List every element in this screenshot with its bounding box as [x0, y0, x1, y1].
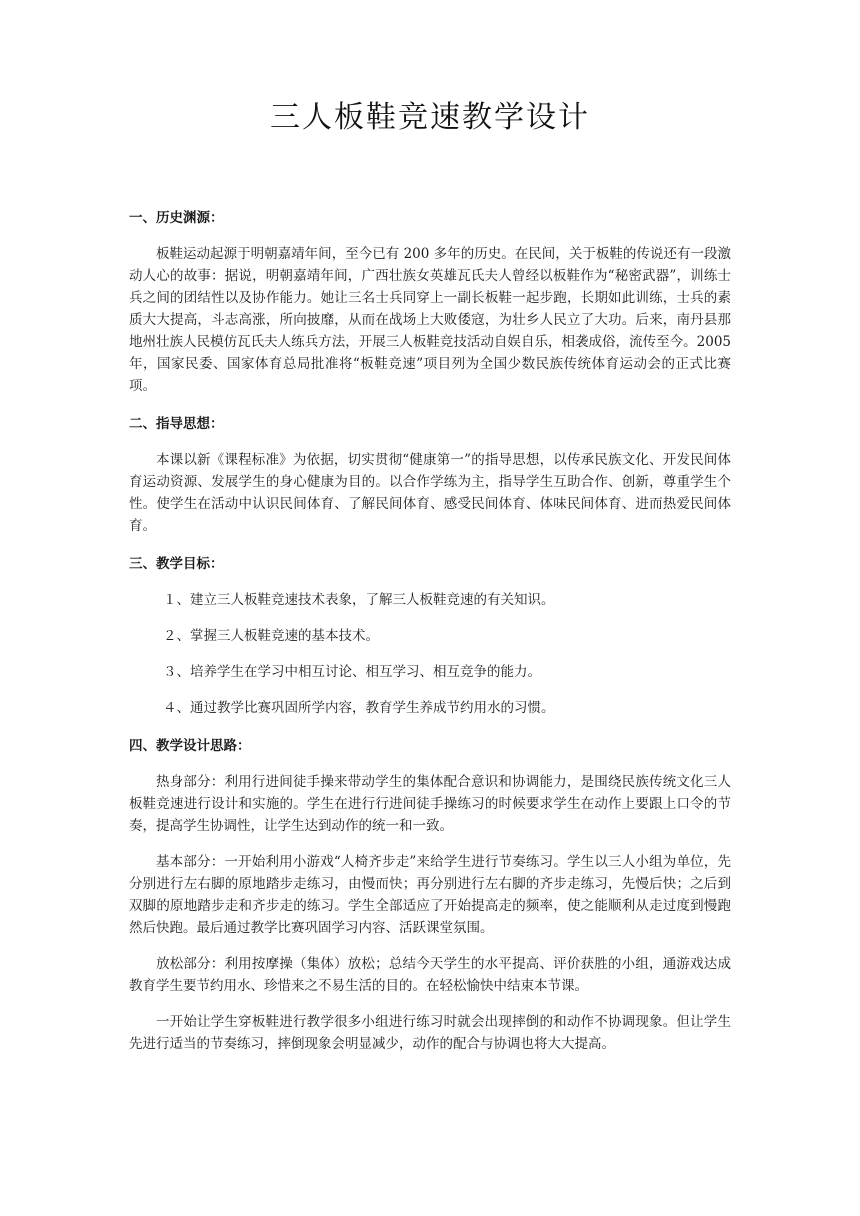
teaching-goal-item: １、建立三人板鞋竞速技术表象，了解三人板鞋竞速的有关知识。	[163, 592, 555, 608]
basic-part-paragraph: 基本部分：一开始利用小游戏“人椅齐步走”来给学生进行节奏练习。学生以三人小组为单位，先分别进行左右脚的原地踏步走练习，由慢而快；再分别进行左右脚的齐步走练习，先慢后快；之后到双脚的原地踏步走和齐步走的练习。学生全部适应了开始提高走的频率，使之能顺利从走过度到慢跑然后快跑。最后通过教学比赛巩固学习内容、活跃课堂氛围。	[129, 854, 731, 936]
relaxation-paragraph: 放松部分：利用按摩操（集体）放松；总结今天学生的水平提高、评价获胜的小组，通游戏达成教育学生要节约用水、珍惜来之不易生活的目的。在轻松愉快中结束本节课。	[129, 956, 731, 994]
conclusion-paragraph: 一开始让学生穿板鞋进行教学很多小组进行练习时就会出现摔倒的和动作不协调现象。但让学生先进行适当的节奏练习，摔倒现象会明显减少，动作的配合与协调也将大大提高。	[129, 1014, 731, 1052]
section-heading-design-approach: 四、教学设计思路：	[129, 738, 251, 754]
section-heading-history: 一、历史渊源：	[129, 210, 224, 226]
history-paragraph: 板鞋运动起源于明朝嘉靖年间，至今已有 200 多年的历史。在民间，关于板鞋的传说还有一段激动人心的故事：据说，明朝嘉靖年间，广西壮族女英雄瓦氏夫人曾经以板鞋作为“秘密武器”，训练士兵之间的团结性以及协作能力。她让三名士兵同穿上一副长板鞋一起步跑，长期如此训练，士兵的素质大大提高，斗志高涨，所向披靡，从而在战场上大败倭寇，为壮乡人民立了大功。后来，南丹县那地州壮族人民模仿瓦氏夫人练兵方法，开展三人板鞋竞技活动自娱自乐，相袭成俗，流传至今。2005 年，国家民委、国家体育总局批准将“板鞋竞速”项目列为全国少数民族传统体育运动会的正式比赛项。	[129, 246, 731, 394]
teaching-goal-item: ２、掌握三人板鞋竞速的基本技术。	[163, 628, 379, 644]
teaching-goal-item: ３、培养学生在学习中相互讨论、相互学习、相互竞争的能力。	[163, 664, 541, 680]
guiding-ideology-paragraph: 本课以新《课程标准》为依据，切实贯彻“健康第一”的指导思想，以传承民族文化、开发民间体育运动资源、发展学生的身心健康为目的。以合作学练为主，指导学生互助合作、创新，尊重学生个性。使学生在活动中认识民间体育、了解民间体育、感受民间体育、体味民间体育、进而热爱民间体育。	[129, 452, 731, 534]
warmup-paragraph: 热身部分：利用行进间徒手操来带动学生的集体配合意识和协调能力，是围绕民族传统文化三人板鞋竞速进行设计和实施的。学生在进行行进间徒手操练习的时候要求学生在动作上要跟上口令的节奏，提高学生协调性，让学生达到动作的统一和一致。	[129, 774, 731, 834]
document-title: 三人板鞋竞速教学设计	[270, 100, 590, 135]
teaching-goal-item: ４、通过教学比赛巩固所学内容，教育学生养成节约用水的习惯。	[163, 700, 555, 716]
section-heading-teaching-goals: 三、教学目标：	[129, 556, 224, 572]
document-body	[129, 207, 731, 1055]
section-heading-guiding-ideology: 二、指导思想：	[129, 416, 224, 432]
